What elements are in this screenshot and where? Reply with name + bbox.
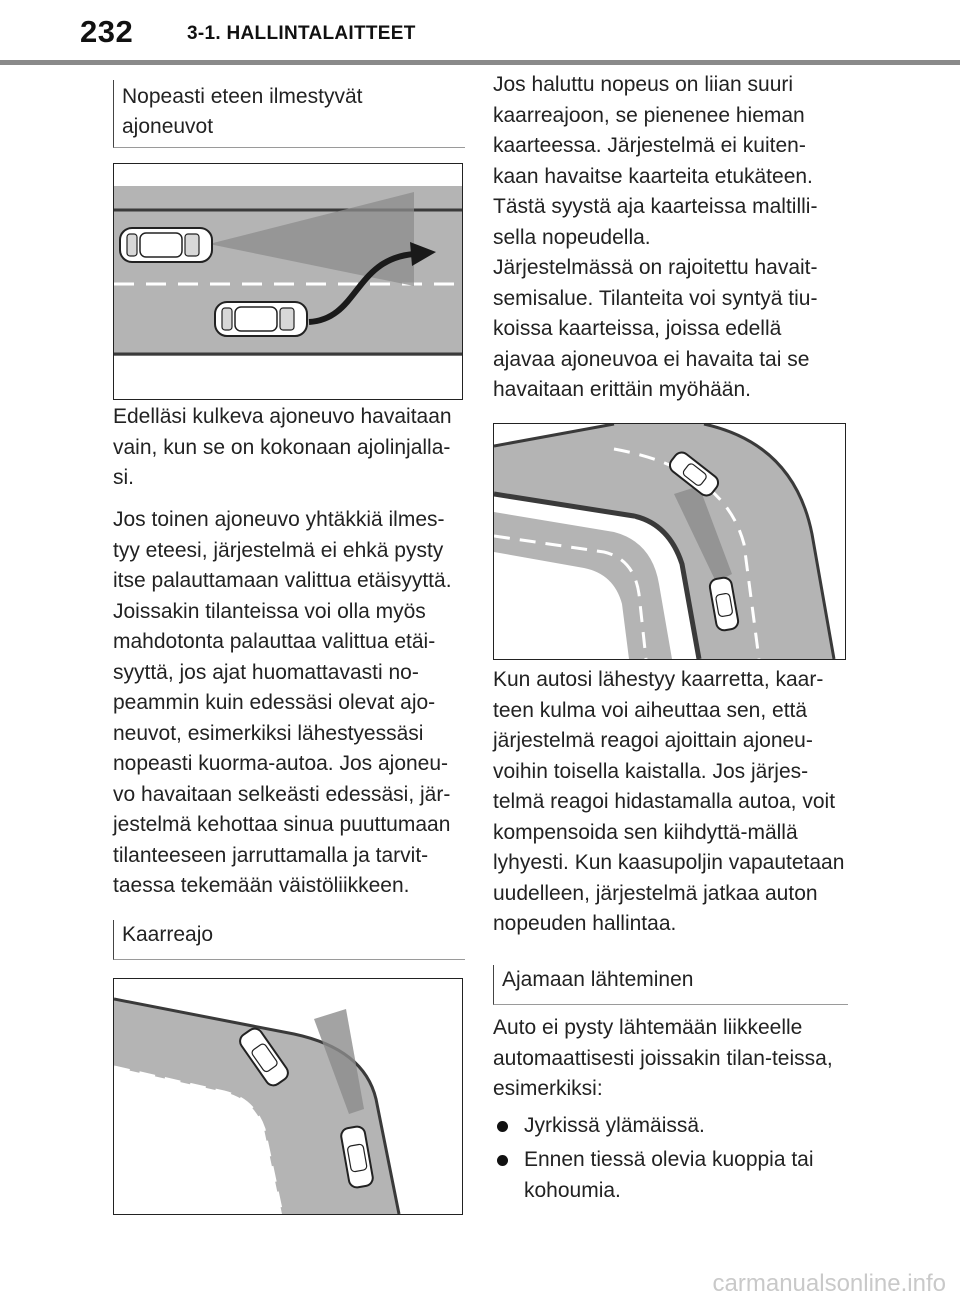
own-car xyxy=(120,228,212,262)
paragraph: Auto ei pysty lähtemään liikkeelle automaattisesti joissakin tilan-teissa, esimerkiksi: xyxy=(493,1016,833,1100)
bullet-text: Ennen tiessä olevia kuoppia tai kohoumia. xyxy=(524,1148,814,1202)
curve-illustration-2 xyxy=(494,424,845,659)
cut-in-illustration xyxy=(114,164,462,399)
section-heading-text: Nopeasti eteen ilmestyvät ajoneuvot xyxy=(122,85,363,138)
figure-cut-in-vehicle xyxy=(113,163,463,400)
bullet-icon xyxy=(497,1121,508,1132)
bullet-item xyxy=(497,1110,852,1142)
section-heading-text: Ajamaan lähteminen xyxy=(502,968,694,991)
bullet-item xyxy=(497,1144,852,1208)
section-heading-driving-off xyxy=(493,965,848,1005)
chapter-title: 3-1. HALLINTALAITTEET xyxy=(187,23,416,44)
cut-in-car xyxy=(215,302,307,336)
section-heading-text: Kaarreajo xyxy=(122,923,214,946)
section-heading-sudden-vehicles xyxy=(113,80,465,148)
page-number: 232 xyxy=(80,14,134,49)
paragraph: Jos haluttu nopeus on liian suuri kaarreajoon, se pienenee hieman kaarteessa. Järjestelmä ei kuiten-kaan havaitse kaarteita etukäteen. Tästä syystä aja kaarteissa maltilli-sella nopeudella. xyxy=(493,73,818,249)
section-heading-curves xyxy=(113,920,465,960)
figure-curve-driving-2 xyxy=(493,423,846,660)
paragraph: Jos toinen ajoneuvo yhtäkkiä ilmes-tyy eteesi, järjestelmä ei ehkä pysty itse palauttamaan valittua etäisyyttä. Joissakin tilanteissa voi olla myös mahdotonta palauttaa valittua etäi-syyttä, jos ajat huomattavasti no-peammin kuin edessäsi olevat ajo-neuvot, esimerkiksi lähestyessäsi nopeasti kuorma-autoa. Jos ajoneu-vo havaitaan selkeästi edessäsi, jär-jestelmä kehottaa sinua puuttumaan tilanteeseen jarruttamalla ja tarvit-taessa tekemään väistöliikkeen. xyxy=(113,508,452,897)
road-lane-lower xyxy=(494,512,672,659)
paragraph: Edelläsi kulkeva ajoneuvo havaitaan vain, kun se on kokonaan ajolinjalla-si. xyxy=(113,405,452,489)
figure-curve-driving-1 xyxy=(113,978,463,1215)
header-rule xyxy=(0,60,960,65)
bullet-icon xyxy=(497,1155,508,1166)
paragraph: Kun autosi lähestyy kaarretta, kaar-teen kulma voi aiheuttaa sen, että järjestelmä reagoi ajoittain ajoneu-voihin toisella kaistalla. Jos järjes-telmä reagoi hidastamalla autoa, voit kompensoida sen kiihdyttä-mällä lyhyesti. Kun kaasupoljin vapautetaan uudelleen, järjestelmä jatkaa auton nopeuden hallintaa. xyxy=(493,668,845,935)
paragraph: Järjestelmässä on rajoitettu havait-semisalue. Tilanteita voi syntyä tiu-koissa kaarteissa, joissa edellä ajavaa ajoneuvoa ei havaita tai se havaitaan erittäin myöhään. xyxy=(493,256,818,401)
bullet-text: Jyrkissä ylämäissä. xyxy=(524,1114,705,1137)
curve-illustration-1 xyxy=(114,979,462,1214)
watermark: carmanualsonline.info xyxy=(712,1270,946,1297)
